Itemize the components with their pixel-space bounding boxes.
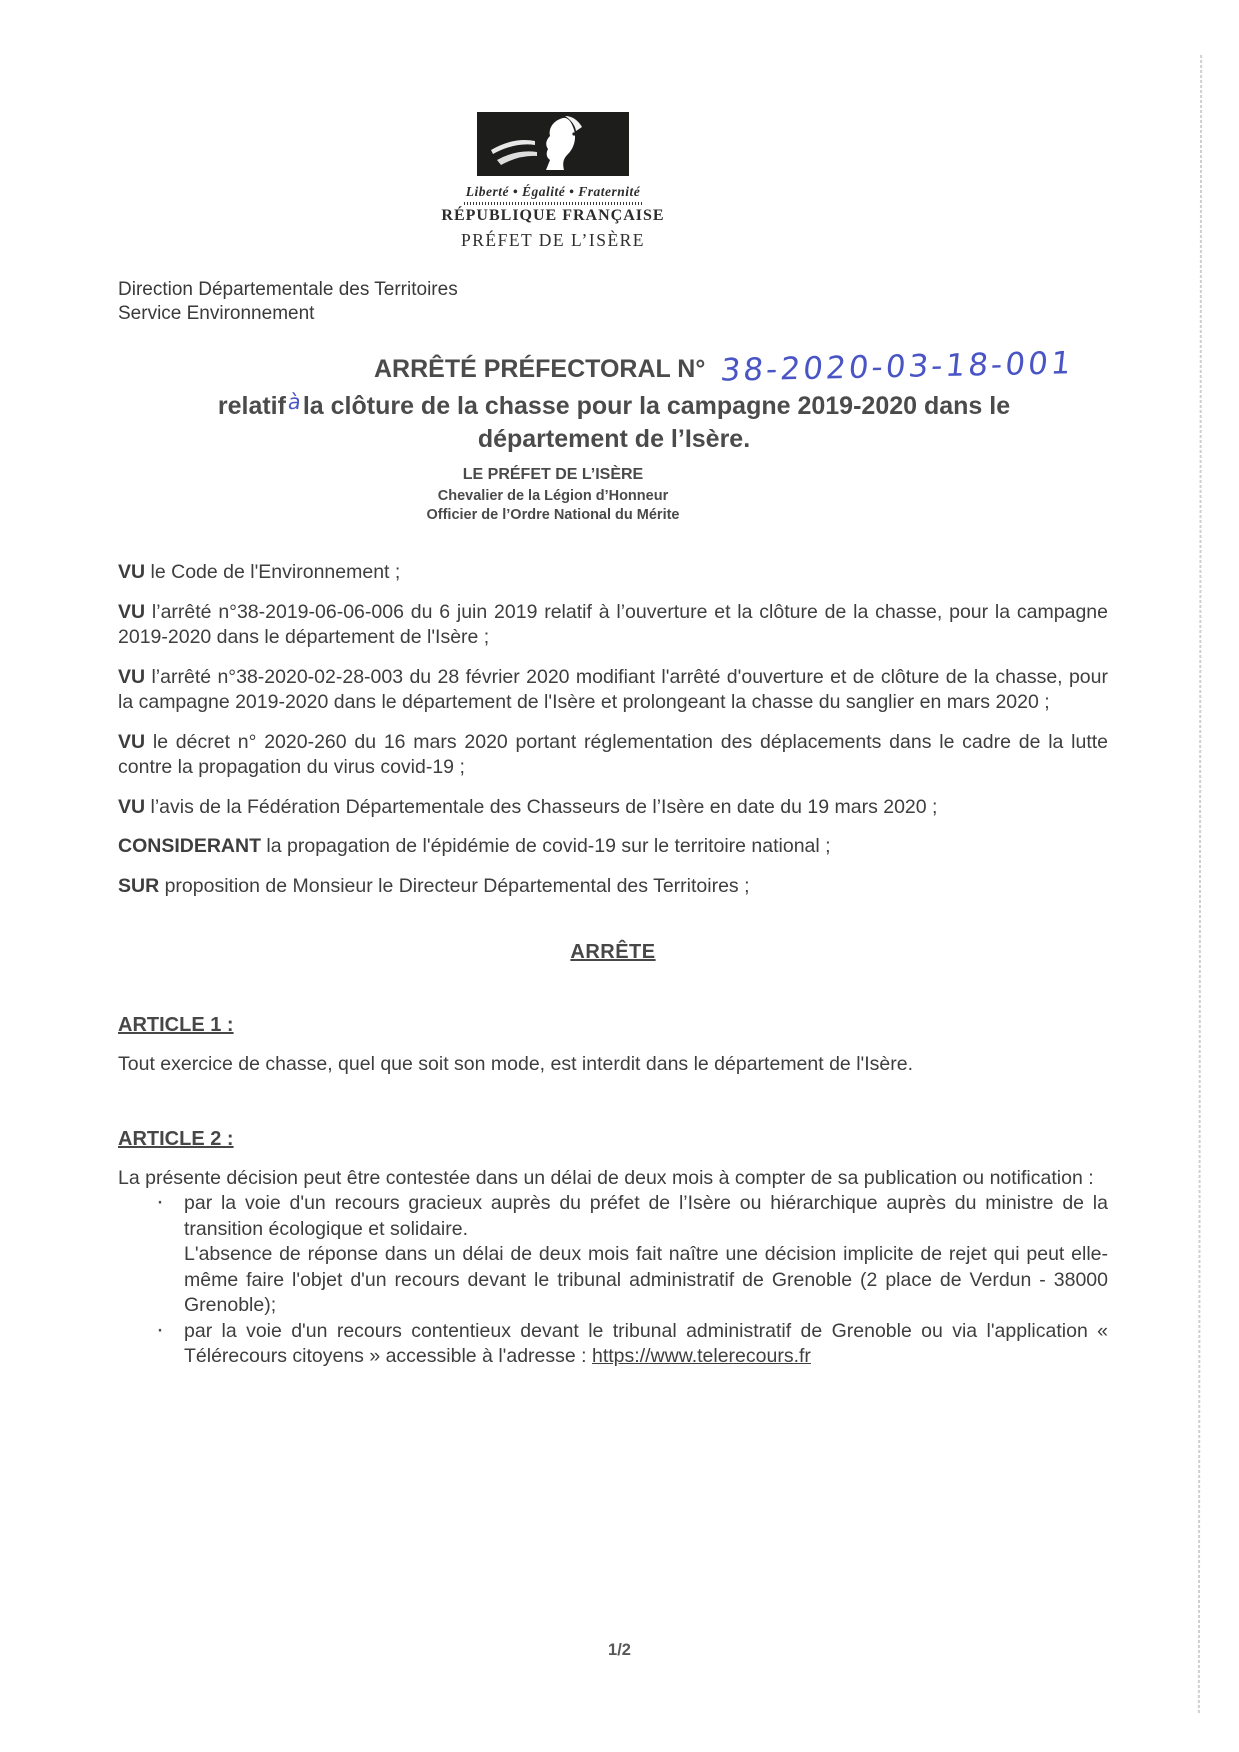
recital-lead: SUR <box>118 874 160 897</box>
recital-text: proposition de Monsieur le Directeur Départemental des Territoires ; <box>159 874 750 897</box>
recital-vu-3 <box>118 665 1108 716</box>
recital-sur <box>118 874 1108 900</box>
recital-vu-4 <box>118 730 1108 781</box>
title-line2 <box>118 387 1110 422</box>
decree-heading: ARRÊTE <box>570 941 656 963</box>
recital-text: l’arrêté n°38-2019-06-06-006 du 6 juin 2019 relatif à l’ouverture et la clôture de la chasse, pour la campagne 2019-2020 dans le département de l'Isère ; <box>118 600 1108 648</box>
article2-bullet-2 <box>118 1319 1108 1370</box>
authority-line3: Officier de l’Ordre National du Mérite <box>426 507 680 523</box>
title-line1 <box>118 345 1110 389</box>
recital-vu-2 <box>118 600 1108 651</box>
article2-bullet-1 <box>118 1191 1108 1242</box>
telerecours-link[interactable]: https://www.telerecours.fr <box>592 1345 811 1367</box>
authority-block <box>0 466 1106 525</box>
article2-heading: ARTICLE 2 : <box>118 1127 234 1150</box>
issuing-office <box>118 278 458 326</box>
recital-vu-1 <box>118 560 1108 586</box>
letterhead <box>0 112 1106 225</box>
service-line: Service Environnement <box>118 303 315 324</box>
article2-intro: La présente décision peut être contestée dans un délai de deux mois à compter de sa publication ou notification : <box>118 1166 1094 1189</box>
recital-lead: VU <box>118 561 146 583</box>
authority-line2: Chevalier de la Légion d’Honneur <box>437 488 669 504</box>
handwritten-decree-number: 38-2020-03-18-001 <box>719 345 1076 389</box>
scan-artifact-line <box>1198 55 1202 1715</box>
document-body <box>118 560 1108 1370</box>
title-line2-after: la clôture de la chasse pour la campagne 2019-2020 dans le <box>302 392 1011 420</box>
document-title <box>118 345 1110 455</box>
recital-text: l’arrêté n°38-2020-02-28-003 du 28 février 2020 modifiant l'arrêté d'ouverture et de clôture de la chasse, pour la campagne 2019-2020 dans le département de l'Isère et prolongeant la chasse du sanglier en mars 2020 ; <box>118 665 1108 713</box>
recital-text: la propagation de l'épidémie de covid-19 sur le territoire national ; <box>261 835 831 857</box>
recital-vu-5 <box>118 795 1108 821</box>
bullet2-text: par la voie d'un recours contentieux devant le tribunal administratif de Grenoble ou via l'application « Télérecours citoyens » accessible à l'adresse : <box>184 1319 1108 1367</box>
recital-lead: VU <box>118 730 146 753</box>
article1-heading: ARTICLE 1 : <box>118 1014 234 1036</box>
handwritten-insert-a: à <box>286 390 303 414</box>
page-number: 1/2 <box>608 1641 631 1659</box>
title-typed: ARRÊTÉ PRÉFECTORAL N° <box>374 355 706 383</box>
recital-lead: CONSIDERANT <box>118 835 262 857</box>
marianne-logo-icon <box>477 112 629 176</box>
recital-lead: VU <box>118 795 146 818</box>
article2-bullet-1-continuation <box>118 1242 1108 1319</box>
logo-motto: Liberté • Égalité • Fraternité <box>465 184 641 199</box>
recital-text: le décret n° 2020-260 du 16 mars 2020 portant réglementation des déplacements dans le cadre de la lutte contre la propagation du virus covid-19 ; <box>118 730 1108 778</box>
recital-lead: VU <box>118 665 146 688</box>
logo-divider <box>464 202 642 205</box>
title-line2-before: relatif <box>217 392 286 420</box>
marianne-logo <box>477 112 629 176</box>
authority-line1: LE PRÉFET DE L’ISÈRE <box>462 466 644 483</box>
prefect-title: PRÉFET DE L’ISÈRE <box>461 230 645 250</box>
direction-line: Direction Départementale des Territoires <box>118 279 458 300</box>
recital-considerant <box>118 834 1108 860</box>
recital-text: l’avis de la Fédération Départementale des Chasseurs de l’Isère en date du 19 mars 2020 ; <box>145 795 938 818</box>
article1-body: Tout exercice de chasse, quel que soit son mode, est interdit dans le département de l'Isère. <box>118 1053 914 1075</box>
title-line3: département de l’Isère. <box>477 425 751 453</box>
recital-text: le Code de l'Environnement ; <box>145 561 401 583</box>
logo-republic: RÉPUBLIQUE FRANÇAISE <box>441 207 665 224</box>
bullet1-text: par la voie d'un recours gracieux auprès du préfet de l’Isère ou hiérarchique auprès du ministre de la transition écologique et solidaire. <box>184 1192 1108 1240</box>
bullet1-continuation-text: L'absence de réponse dans un délai de deux mois fait naître une décision implicite de rejet qui peut elle-même faire l'objet d'un recours devant le tribunal administratif de Grenoble (2 place de Verdun - 38000 Grenoble); <box>184 1243 1108 1316</box>
recital-lead: VU <box>118 600 146 623</box>
